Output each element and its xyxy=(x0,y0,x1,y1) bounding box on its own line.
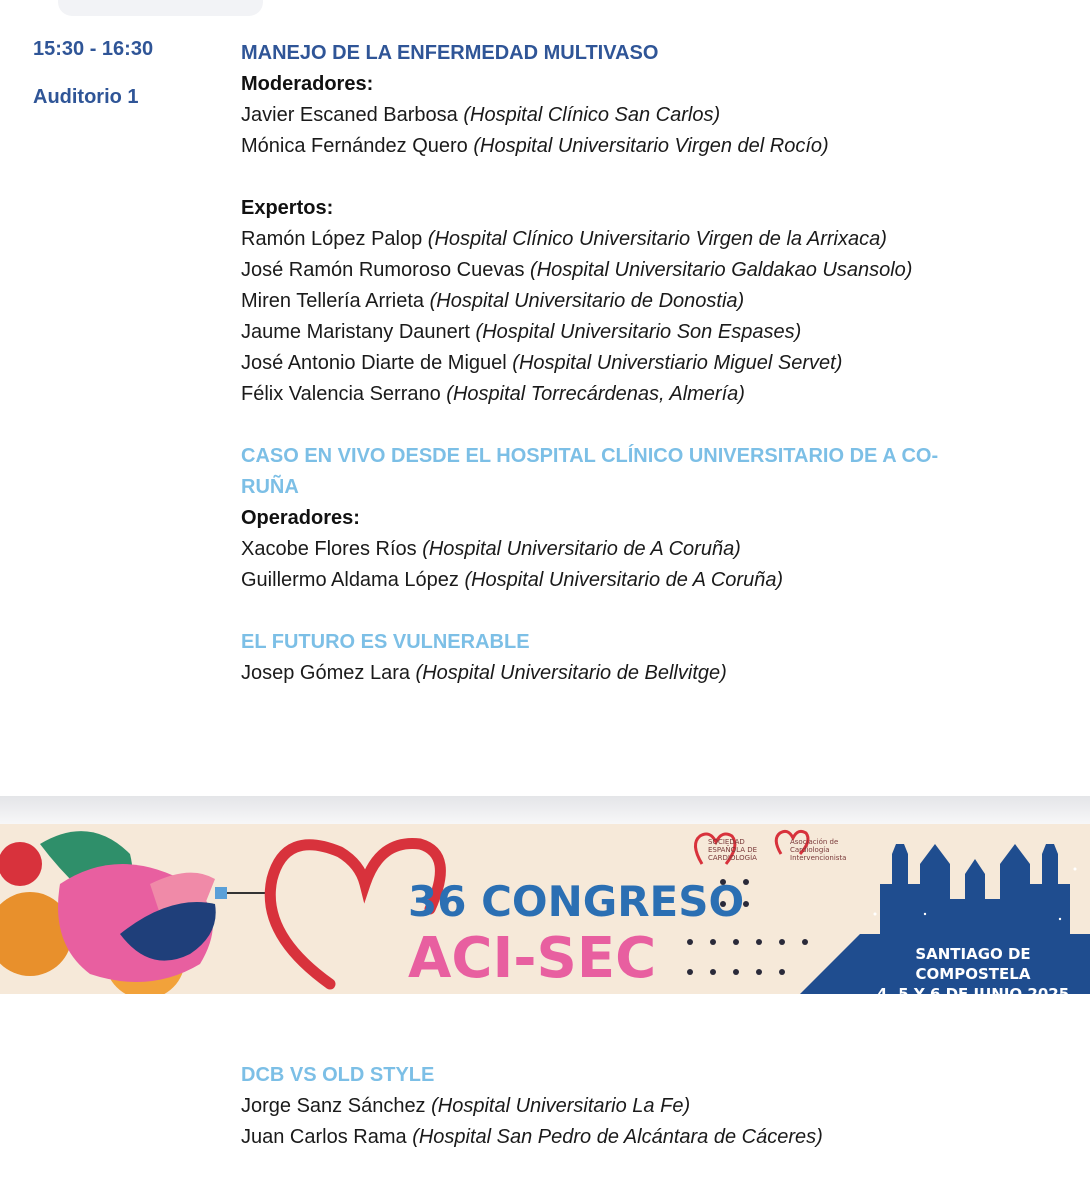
dcb-section xyxy=(241,1060,1071,1153)
list-item xyxy=(241,1122,1071,1153)
person-name: Guillermo Aldama López xyxy=(241,569,459,591)
banner-congress-number: 36 CONGRESO xyxy=(408,877,745,926)
future-title: EL FUTURO ES VULNERABLE xyxy=(241,631,530,653)
person-name: Félix Valencia Serrano xyxy=(241,383,441,405)
logo-line: Cardiología xyxy=(790,846,830,854)
person-name: Ramón López Palop xyxy=(241,228,423,250)
person-name: Javier Escaned Barbosa xyxy=(241,104,458,126)
illustration-red-blob xyxy=(0,842,42,886)
person-affiliation: (Hospital Universitario Son Espases) xyxy=(475,321,802,343)
top-tab xyxy=(58,0,263,16)
person-name: José Ramón Rumoroso Cuevas xyxy=(241,259,525,281)
session-room: Auditorio 1 xyxy=(33,86,139,108)
person-name: Juan Carlos Rama xyxy=(241,1126,407,1148)
list-item xyxy=(241,534,1071,565)
session-content xyxy=(241,38,1071,689)
experts-label: Expertos: xyxy=(241,197,334,219)
list-item xyxy=(241,286,1071,317)
list-item xyxy=(241,255,1071,286)
banner-congress-name: ACI-SEC xyxy=(408,926,657,991)
logo-line: Intervencionista xyxy=(790,854,847,862)
list-item xyxy=(241,348,1071,379)
live-case-title-line1: CASO EN VIVO DESDE EL HOSPITAL CLÍNICO UNIVERSITARIO DE A CO- xyxy=(241,445,939,467)
logo-line: Asociación de xyxy=(790,838,839,846)
person-affiliation: (Hospital Clínico San Carlos) xyxy=(463,104,721,126)
person-name: Xacobe Flores Ríos xyxy=(241,538,417,560)
person-affiliation: (Hospital Universitario de Bellvitge) xyxy=(415,662,727,684)
person-affiliation: (Hospital Universitario Galdakao Usansolo) xyxy=(530,259,913,281)
illustration-catheter-tip xyxy=(215,887,227,899)
person-affiliation: (Hospital Clínico Universitario Virgen de la Arrixaca) xyxy=(427,228,887,250)
logo-line: CARDIOLOGÍA xyxy=(708,854,757,862)
moderators-label: Moderadores: xyxy=(241,73,374,95)
person-name: Miren Tellería Arrieta xyxy=(241,290,425,312)
list-item xyxy=(241,100,1071,131)
banner-city: SANTIAGO DE COMPOSTELA xyxy=(915,945,1031,983)
person-affiliation: (Hospital Universtiario Miguel Servet) xyxy=(512,352,843,374)
person-affiliation: (Hospital Universitario Virgen del Rocío) xyxy=(473,135,829,157)
person-name: Mónica Fernández Quero xyxy=(241,135,468,157)
dcb-title: DCB VS OLD STYLE xyxy=(241,1064,435,1086)
page-divider xyxy=(0,796,1090,824)
logo-line: SOCIEDAD xyxy=(708,838,745,846)
aci-logo-text xyxy=(790,838,846,862)
person-name: Josep Gómez Lara xyxy=(241,662,410,684)
live-case-title-line2: RUÑA xyxy=(241,476,299,498)
person-affiliation: (Hospital Universitario de A Coruña) xyxy=(422,538,741,560)
list-item xyxy=(241,1091,1071,1122)
person-affiliation: (Hospital San Pedro de Alcántara de Cáceres) xyxy=(412,1126,823,1148)
person-name: José Antonio Diarte de Miguel xyxy=(241,352,507,374)
list-item xyxy=(241,379,1071,410)
session-time: 15:30 - 16:30 xyxy=(33,38,154,60)
session-title: MANEJO DE LA ENFERMEDAD MULTIVASO xyxy=(241,42,659,64)
person-affiliation: (Hospital Universitario de Donostia) xyxy=(429,290,745,312)
list-item xyxy=(241,658,1071,689)
list-item xyxy=(241,565,1071,596)
person-affiliation: (Hospital Universitario de A Coruña) xyxy=(464,569,784,591)
person-name: Jorge Sanz Sánchez xyxy=(241,1095,426,1117)
list-item xyxy=(241,317,1071,348)
list-item xyxy=(241,131,1071,162)
person-affiliation: (Hospital Torrecárdenas, Almería) xyxy=(446,383,745,405)
person-name: Jaume Maristany Daunert xyxy=(241,321,470,343)
operators-label: Operadores: xyxy=(241,507,360,529)
person-affiliation: (Hospital Universitario La Fe) xyxy=(431,1095,691,1117)
cathedral-sky xyxy=(860,824,1090,844)
banner-location xyxy=(862,944,1084,1004)
sec-logo-text xyxy=(708,838,757,862)
list-item xyxy=(241,224,1071,255)
banner-dates: 4, 5 Y 6 DE JUNIO 2025 xyxy=(876,985,1070,1003)
logo-line: ESPAÑOLA DE xyxy=(708,846,758,854)
